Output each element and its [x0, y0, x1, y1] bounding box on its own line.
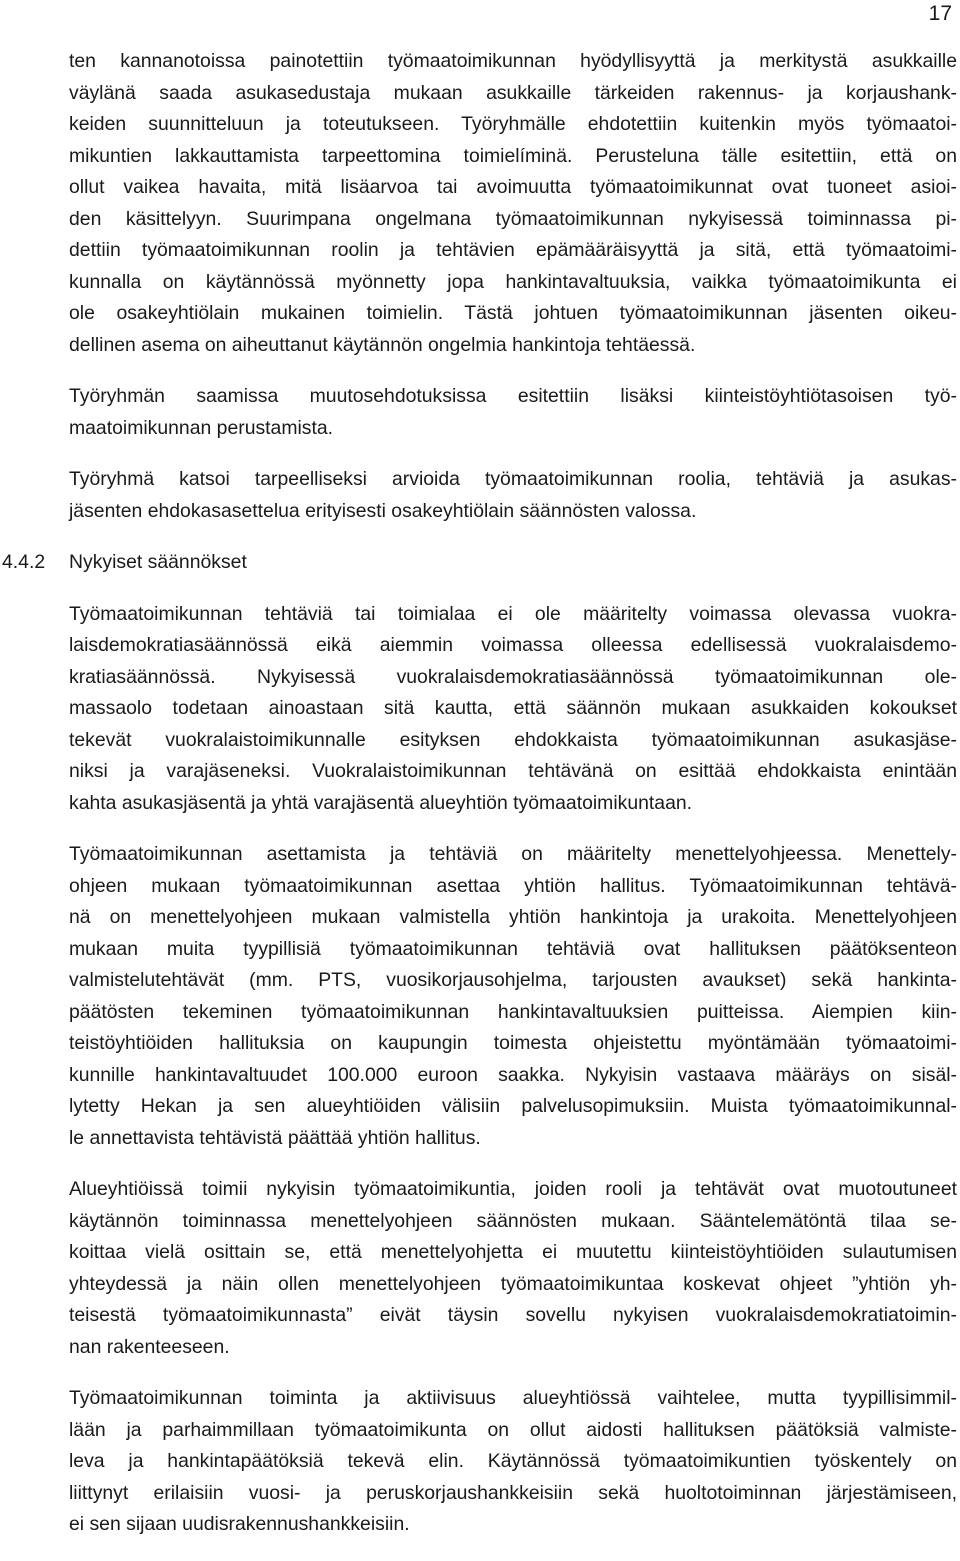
text-line: massaolo todetaan ainoastaan sitä kautta, että säännön mukaan asukkaiden kokoukset	[69, 697, 957, 719]
text-line: lytetty Hekan ja sen alueyhtiöiden välisiin palvelusopimuksiin. Muista työmaatoimikunnal-	[69, 1095, 957, 1117]
text-line: käytännön toiminnassa menettelyohjeen säännösten mukaan. Sääntelemätöntä tilaa se-	[69, 1209, 957, 1232]
text-line: päätösten tekeminen työmaatoimikunnan hankintavaltuuksien puitteissa. Aiempien kiin-	[69, 1000, 957, 1023]
text-line: yhteydessä ja näin ollen menettelyohjeen työmaatoimikuntaa koskevat ohjeet ”yhtiön yh-	[69, 1272, 957, 1295]
text-span: mikuntien lakkauttamista tarpeettomina toimielíminä.	[69, 144, 573, 167]
text-line: Työmaatoimikunnan toiminta ja aktiivisuus alueyhtiössä vaihtelee, mutta tyypillisimmil-	[69, 1387, 957, 1409]
text-line: kahta asukasjäsentä ja yhtä varajäsentä alueyhtiön työmaatoimikuntaan.	[69, 791, 693, 814]
text-line: le annettavista tehtävistä päättää yhtiön hallitus.	[69, 1126, 481, 1149]
text-line: ollut vaikea havaita, mitä lisäarvoa tai avoimuutta työmaatoimikunnat ovat tuoneet asioi-	[69, 176, 957, 198]
text-line: nä on menettelyohjeen mukaan valmistella yhtiön hankintoja ja urakoita. Menettelyohjeen	[69, 906, 957, 928]
section-heading	[2, 547, 957, 579]
paragraph	[69, 839, 957, 1154]
text-line: ohjeen mukaan työmaatoimikunnan asettaa yhtiön hallitus. Työmaatoimikunnan tehtävä-	[69, 874, 957, 897]
document-body	[2, 46, 957, 1561]
paragraph	[69, 1383, 957, 1541]
text-line: laisdemokratiasäännössä eikä aiemmin voimassa olleessa edellisessä vuokralaisdemo-	[69, 634, 957, 656]
text-line: den käsittelyyn. Suurimpana ongelmana työmaatoimikunnan nykyisessä toiminnassa pi-	[69, 207, 957, 230]
text-line: teisestä työmaatoimikunnasta” eivät täysin sovellu nykyisen vuokralaisdemokratiatoimin-	[69, 1304, 957, 1326]
text-line: Työryhmä katsoi tarpeelliseksi arvioida työmaatoimikunnan roolia, tehtäviä ja asukas-	[69, 468, 957, 490]
page-number: 17	[928, 2, 952, 25]
paragraph	[69, 1174, 957, 1363]
section-number: 4.4.2	[2, 551, 46, 573]
text-line: liittynyt erilaisiin vuosi- ja peruskorjaushankkeisiin sekä huoltotoiminnan järjestämiseen,	[69, 1481, 957, 1504]
text-line: dellinen asema on aiheuttanut käytännön ongelmia hankintoja tehtäessä.	[69, 333, 696, 356]
text-line-composite	[69, 141, 957, 173]
text-line: valmistelutehtävät (mm. PTS, vuosikorjausohjelma, tarjousten avaukset) sekä hankinta-	[69, 969, 957, 991]
text-line: leva ja hankintapäätöksiä tekevä elin. Käytännössä työmaatoimikuntien työskentely on	[69, 1450, 957, 1472]
paragraph	[69, 46, 957, 361]
text-line: maatoimikunnan perustamista.	[69, 416, 334, 439]
text-line: teistöyhtiöiden hallituksia on kaupungin toimesta ohjeistettu myöntämään työmaatoimi-	[69, 1032, 957, 1054]
text-line: Työryhmän saamissa muutosehdotuksissa esitettiin lisäksi kiinteistöyhtiötasoisen työ-	[69, 385, 957, 407]
text-line: koittaa vielä osittain se, että menettelyohjetta ei muutettu kiinteistöyhtiöiden sulautumisen	[69, 1241, 957, 1263]
text-line: nan rakenteeseen.	[69, 1335, 230, 1358]
paragraph	[69, 599, 957, 820]
text-line: Työmaatoimikunnan asettamista ja tehtäviä on määritelty menettelyohjeessa. Menettely-	[69, 843, 957, 865]
text-line: dettiin työmaatoimikunnan roolin ja tehtävien epämääräisyyttä ja sitä, että työmaatoimi-	[69, 239, 957, 261]
paragraph	[69, 464, 957, 527]
text-line: kunnille hankintavaltuudet 100.000 euroon saakka. Nykyisin vastaava määräys on sisäl-	[69, 1063, 957, 1086]
text-line: niksi ja varajäseneksi. Vuokralaistoimikunnan tehtävänä on esittää ehdokkaista enintään	[69, 760, 957, 782]
text-line: kunnalla on käytännössä myönnetty jopa hankintavaltuuksia, vaikka työmaatoimikunta ei	[69, 270, 957, 293]
text-line: ei sen sijaan uudisrakennushankkeisiin.	[69, 1513, 410, 1535]
text-line: ole osakeyhtiölain mukainen toimielin. Tästä johtuen työmaatoimikunnan jäsenten oikeu-	[69, 302, 957, 324]
text-line: mukaan muita tyypillisiä työmaatoimikunnan tehtäviä ovat hallituksen päätöksenteon	[69, 937, 957, 960]
section-title: Nykyiset säännökset	[69, 551, 247, 573]
text-line: kratiasäännössä. Nykyisessä vuokralaisdemokratiasäännössä työmaatoimikunnan ole-	[69, 665, 957, 688]
text-line: keiden suunnitteluun ja toteutukseen. Työryhmälle ehdotettiin kuitenkin myös työmaatoi-	[69, 113, 957, 135]
paragraph	[69, 381, 957, 444]
text-line: väylänä saada asukasedustaja mukaan asukkaille tärkeiden rakennus- ja korjaushank-	[69, 81, 957, 104]
text-line: ten kannanotoissa painotettiin työmaatoimikunnan hyödyllisyyttä ja merkitystä asukkaille	[69, 50, 957, 72]
text-line: lään ja parhaimmillaan työmaatoimikunta on ollut aidosti hallituksen päätöksiä valmiste-	[69, 1418, 957, 1441]
text-line: Alueyhtiöissä toimii nykyisin työmaatoimikuntia, joiden rooli ja tehtävät ovat muotoutuneet	[69, 1178, 957, 1200]
text-span: Perusteluna tälle esitettiin, että on	[595, 144, 957, 167]
text-line: Työmaatoimikunnan tehtäviä tai toimialaa ei ole määritelty voimassa olevassa vuokra-	[69, 602, 957, 625]
text-line: tekevät vuokralaistoimikunnalle esityksen ehdokkaista työmaatoimikunnan asukasjäse-	[69, 728, 957, 751]
text-line: jäsenten ehdokasasettelua erityisesti osakeyhtiölain säännösten valossa.	[69, 499, 697, 522]
